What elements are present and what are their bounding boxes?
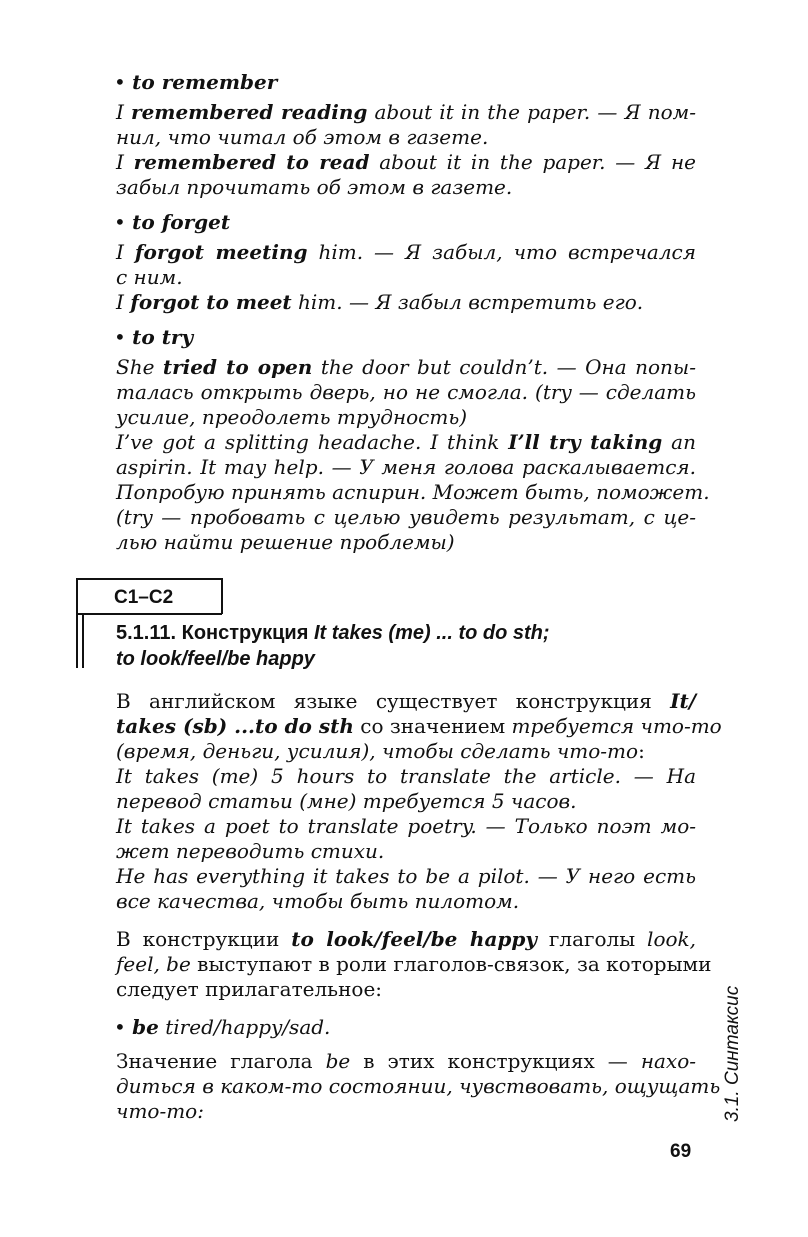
frame-top-rule (76, 578, 222, 580)
frame-left-rule (76, 578, 78, 668)
example-line: I forgot to meet him. — Я забыл встретить его. (116, 290, 644, 314)
example-line: I forgot meeting him. — Я забыл, что встречался (116, 240, 696, 264)
paragraph-line: feel, be выступают в роли глаголов-связок, за которыми (116, 952, 712, 976)
bullet-be: • be tired/happy/sad. (114, 1015, 331, 1039)
paragraph-line: В английском языке существует конструкция It/ (116, 689, 696, 713)
side-chapter-label: 3.1. Синтаксис (722, 985, 743, 1122)
example-line: It takes a poet to translate poetry. — Только поэт мо- (116, 814, 696, 838)
example-line: жет переводить стихи. (116, 839, 385, 863)
example-line: забыл прочитать об этом в газете. (116, 175, 513, 199)
example-line: I’ve got a splitting headache. I think I’ll try taking an (116, 430, 696, 454)
term-to-forget: to forget (132, 210, 231, 234)
frame-tag-bottom-rule (76, 613, 222, 615)
example-line: aspirin. It may help. — У меня голова раскалывается. (116, 455, 696, 479)
example-line: I remembered to read about it in the paper. — Я не (116, 150, 696, 174)
paragraph-line: что-то: (116, 1099, 204, 1123)
level-tag: C1–C2 (114, 587, 174, 608)
frame-left-rule-inner (82, 614, 84, 668)
term-to-try: to try (132, 325, 194, 349)
frame-tag-right-rule (221, 578, 223, 614)
example-line: нил, что читал об этом в газете. (116, 125, 489, 149)
example-line: перевод статьи (мне) требуется 5 часов. (116, 789, 577, 813)
section-heading-line2: to look/feel/be happy (116, 648, 315, 670)
example-line: лью найти решение проблемы) (116, 530, 455, 554)
paragraph-line: В конструкции to look/feel/be happy глаголы look, (116, 927, 697, 951)
example-line: She tried to open the door but couldn’t. — Она попы- (116, 355, 696, 379)
term-to-remember: to remember (132, 70, 278, 94)
paragraph-line: следует прилагательное: (116, 977, 383, 1001)
example-line: I remembered reading about it in the paper. — Я пом- (116, 100, 696, 124)
paragraph-line: диться в каком-то состоянии, чувствовать, ощущать (116, 1074, 721, 1098)
page-number: 69 (670, 1141, 692, 1162)
example-line: He has everything it takes to be a pilot. — У него есть (116, 864, 696, 888)
bullet-forget: • to forget (114, 210, 231, 234)
bullet-remember: • to remember (114, 70, 278, 94)
example-line: усилие, преодолеть трудность) (116, 405, 468, 429)
example-line: все качества, чтобы быть пилотом. (116, 889, 520, 913)
bullet-try: • to try (114, 325, 194, 349)
example-line: талась открыть дверь, но не смогла. (try — сделать (116, 380, 696, 404)
example-line: It takes (me) 5 hours to translate the article. — На (116, 764, 696, 788)
paragraph-line: takes (sb) ...to do sth со значением требуется что-то (116, 714, 722, 738)
example-line: Попробую принять аспирин. Может быть, поможет. (116, 480, 710, 504)
section-heading: 5.1.11. Конструкция It takes (me) ... to do sth; (116, 622, 550, 644)
example-line: с ним. (116, 265, 183, 289)
paragraph-line: Значение глагола be в этих конструкциях — нахо- (116, 1049, 696, 1073)
example-line: (try — пробовать с целью увидеть результат, с це- (116, 505, 696, 529)
paragraph-line: (время, деньги, усилия), чтобы сделать что-то: (116, 739, 645, 763)
